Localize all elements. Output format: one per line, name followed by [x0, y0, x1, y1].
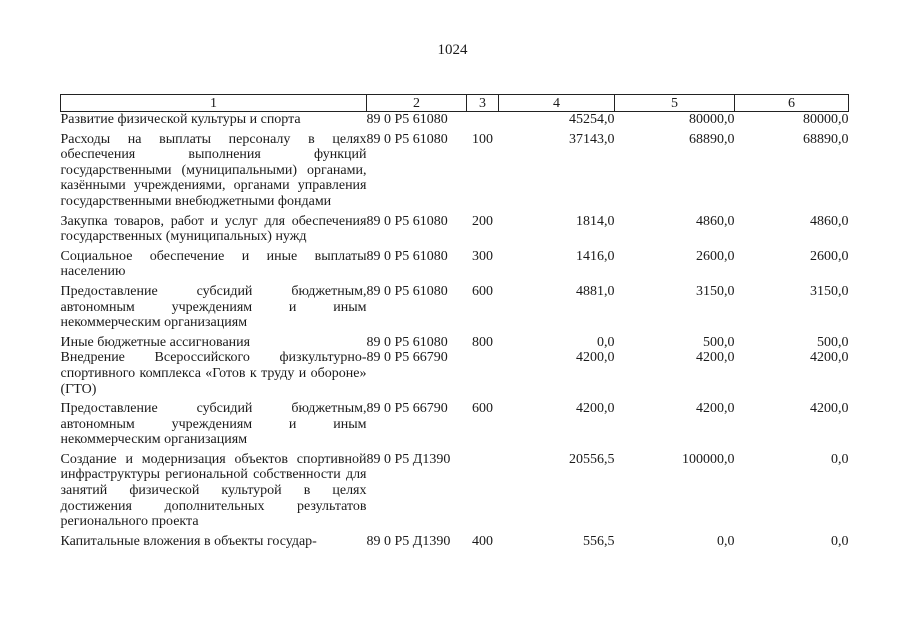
row-code: 89 0 Р5 61080: [366, 131, 448, 147]
table-row: [61, 132, 849, 214]
header-row: [61, 95, 849, 112]
row-value-col6: 500,0: [817, 334, 849, 350]
row-name: Расходы на выплаты персоналу в целях обеспечения выполнения функций государственными (муниципальными) органами, казёнными учреждениями, органами управления государственными внебюджетными фондами: [60, 131, 367, 209]
row-name: Внедрение Всероссийского физкультурно-спортивного комплекса «Готов к труду и обороне» (ГТО): [60, 350, 367, 397]
row-value-col4: 556,5: [583, 533, 615, 549]
row-value-col6: 4860,0: [810, 213, 849, 229]
row-value-col6: 0,0: [831, 451, 849, 467]
row-value-col5: 4860,0: [696, 213, 735, 229]
row-value-col5: 0,0: [717, 533, 735, 549]
row-value-col5: 4200,0: [696, 401, 735, 417]
row-expense-type: 200: [472, 213, 493, 229]
header-col-6: 6: [735, 95, 849, 112]
table-row: [61, 335, 849, 351]
table-row: [61, 534, 849, 550]
row-name: Предоставление субсидий бюджетным, автономным учреждениям и иным некоммерческим организациям: [60, 401, 367, 448]
row-value-col4: 1416,0: [576, 248, 615, 264]
row-value-col4: 4200,0: [576, 401, 615, 417]
row-expense-type: 100: [472, 131, 493, 147]
row-value-col6: 80000,0: [803, 112, 849, 127]
table-row: [61, 284, 849, 335]
header-col-2: 2: [367, 95, 467, 112]
table-row: [61, 214, 849, 249]
row-code: 89 0 Р5 66790: [366, 350, 448, 366]
row-value-col4: 4881,0: [576, 283, 615, 299]
row-expense-type: [467, 350, 499, 401]
row-code: 89 0 Р5 Д1390: [366, 451, 451, 467]
row-value-col4: 37143,0: [569, 131, 615, 147]
row-expense-type: 600: [472, 401, 493, 417]
row-value-col5: 80000,0: [689, 112, 735, 127]
row-name: Закупка товаров, работ и услуг для обеспечения государственных (муниципальных) нужд: [60, 213, 367, 245]
row-expense-type: 800: [472, 334, 493, 350]
row-name: Иные бюджетные ассигнования: [60, 334, 251, 350]
row-value-col6: 4200,0: [810, 350, 849, 366]
row-value-col5: 3150,0: [696, 283, 735, 299]
row-expense-type: [467, 112, 499, 132]
header-col-1: 1: [61, 95, 367, 112]
row-value-col5: 68890,0: [689, 131, 735, 147]
table-row: [61, 452, 849, 534]
table-row: [61, 112, 849, 132]
row-name: Развитие физической культуры и спорта: [60, 112, 301, 127]
header-col-4: 4: [499, 95, 615, 112]
row-code: 89 0 Р5 61080: [366, 112, 448, 127]
row-expense-type: 300: [472, 248, 493, 264]
page-number: 1024: [437, 42, 468, 58]
row-value-col5: 100000,0: [682, 451, 735, 467]
budget-table: [60, 94, 849, 549]
row-value-col4: 45254,0: [569, 112, 615, 127]
row-code: 89 0 Р5 61080: [366, 334, 448, 350]
row-value-col5: 4200,0: [696, 350, 735, 366]
table-row: [61, 401, 849, 452]
row-expense-type: 400: [472, 533, 493, 549]
header-col-5: 5: [615, 95, 735, 112]
row-expense-type: 600: [472, 283, 493, 299]
header-col-3: 3: [467, 95, 499, 112]
row-value-col6: 3150,0: [810, 283, 849, 299]
row-code: 89 0 Р5 61080: [366, 283, 448, 299]
row-value-col4: 1814,0: [576, 213, 615, 229]
row-value-col6: 2600,0: [810, 248, 849, 264]
row-value-col4: 4200,0: [576, 350, 615, 366]
row-name: Капитальные вложения в объекты государ-: [60, 533, 317, 549]
row-value-col4: 20556,5: [569, 451, 615, 467]
table-row: [61, 249, 849, 284]
row-code: 89 0 Р5 61080: [366, 248, 448, 264]
row-value-col6: 4200,0: [810, 401, 849, 417]
table-row: [61, 350, 849, 401]
row-name: Предоставление субсидий бюджетным, автономным учреждениям и иным некоммерческим организациям: [60, 283, 367, 331]
row-code: 89 0 Р5 66790: [366, 401, 448, 417]
table-header: [61, 95, 849, 112]
row-value-col5: 2600,0: [696, 248, 735, 264]
row-code: 89 0 Р5 61080: [366, 213, 448, 229]
row-name: Создание и модернизация объектов спортивной инфраструктуры региональной собственности для занятий физической культурой в целях достижения дополнительных результатов регионального проекта: [60, 451, 367, 530]
row-expense-type: [467, 452, 499, 534]
row-value-col6: 0,0: [831, 533, 849, 549]
row-value-col6: 68890,0: [803, 131, 849, 147]
row-name: Социальное обеспечение и иные выплаты населению: [60, 248, 367, 280]
table-body: [61, 112, 849, 550]
row-code: 89 0 Р5 Д1390: [366, 533, 451, 549]
row-value-col5: 500,0: [703, 334, 735, 350]
row-value-col4: 0,0: [597, 334, 615, 350]
